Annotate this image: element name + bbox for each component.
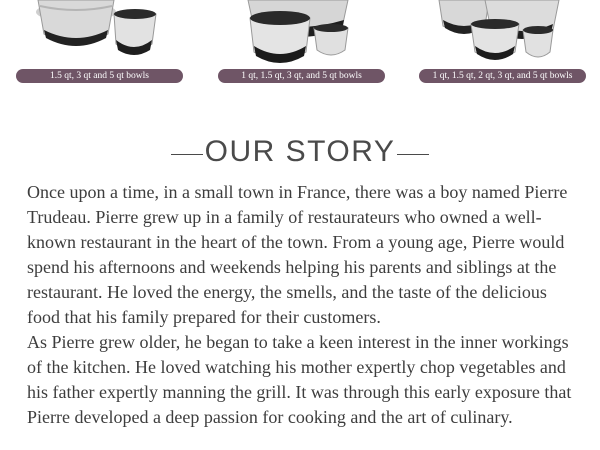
product-card-1[interactable]: [16, 0, 183, 90]
heading-dash-right: [397, 154, 429, 156]
bowl-set-image[interactable]: [16, 0, 183, 66]
product-caption: 1 qt, 1.5 qt, 2 qt, 3 qt, and 5 qt bowls: [419, 69, 586, 83]
bowl-set-image[interactable]: [218, 0, 385, 66]
story-paragraph: Once upon a time, in a small town in France, there was a boy named Pierre Trudeau. Pierre grew up in a family of restaurateurs who owned a well-known restaurant in the heart of the town. From a young age, Pierre would spend his afternoons and weekends helping his parents and siblings at the restaurant. He loved the energy, the smells, and the taste of the delicious food that his family prepared for their customers.: [27, 182, 568, 327]
product-card-2[interactable]: [218, 0, 385, 90]
story-heading: [0, 132, 600, 172]
bowl-set-image[interactable]: [419, 0, 586, 66]
story-body: [27, 180, 577, 430]
product-gallery: [0, 0, 600, 90]
heading-dash-left: [171, 154, 203, 156]
story-title: OUR STORY: [204, 135, 396, 168]
product-caption: 1 qt, 1.5 qt, 3 qt, and 5 qt bowls: [218, 69, 385, 83]
product-caption: 1.5 qt, 3 qt and 5 qt bowls: [16, 69, 183, 83]
story-paragraph: As Pierre grew older, he began to take a keen interest in the inner workings of the kitchen. He loved watching his mother expertly chop vegetables and his father expertly manning the grill. It was through this early exposure that Pierre developed a deep passion for cooking and the art of culinary.: [27, 332, 572, 427]
product-card-3[interactable]: [419, 0, 586, 90]
